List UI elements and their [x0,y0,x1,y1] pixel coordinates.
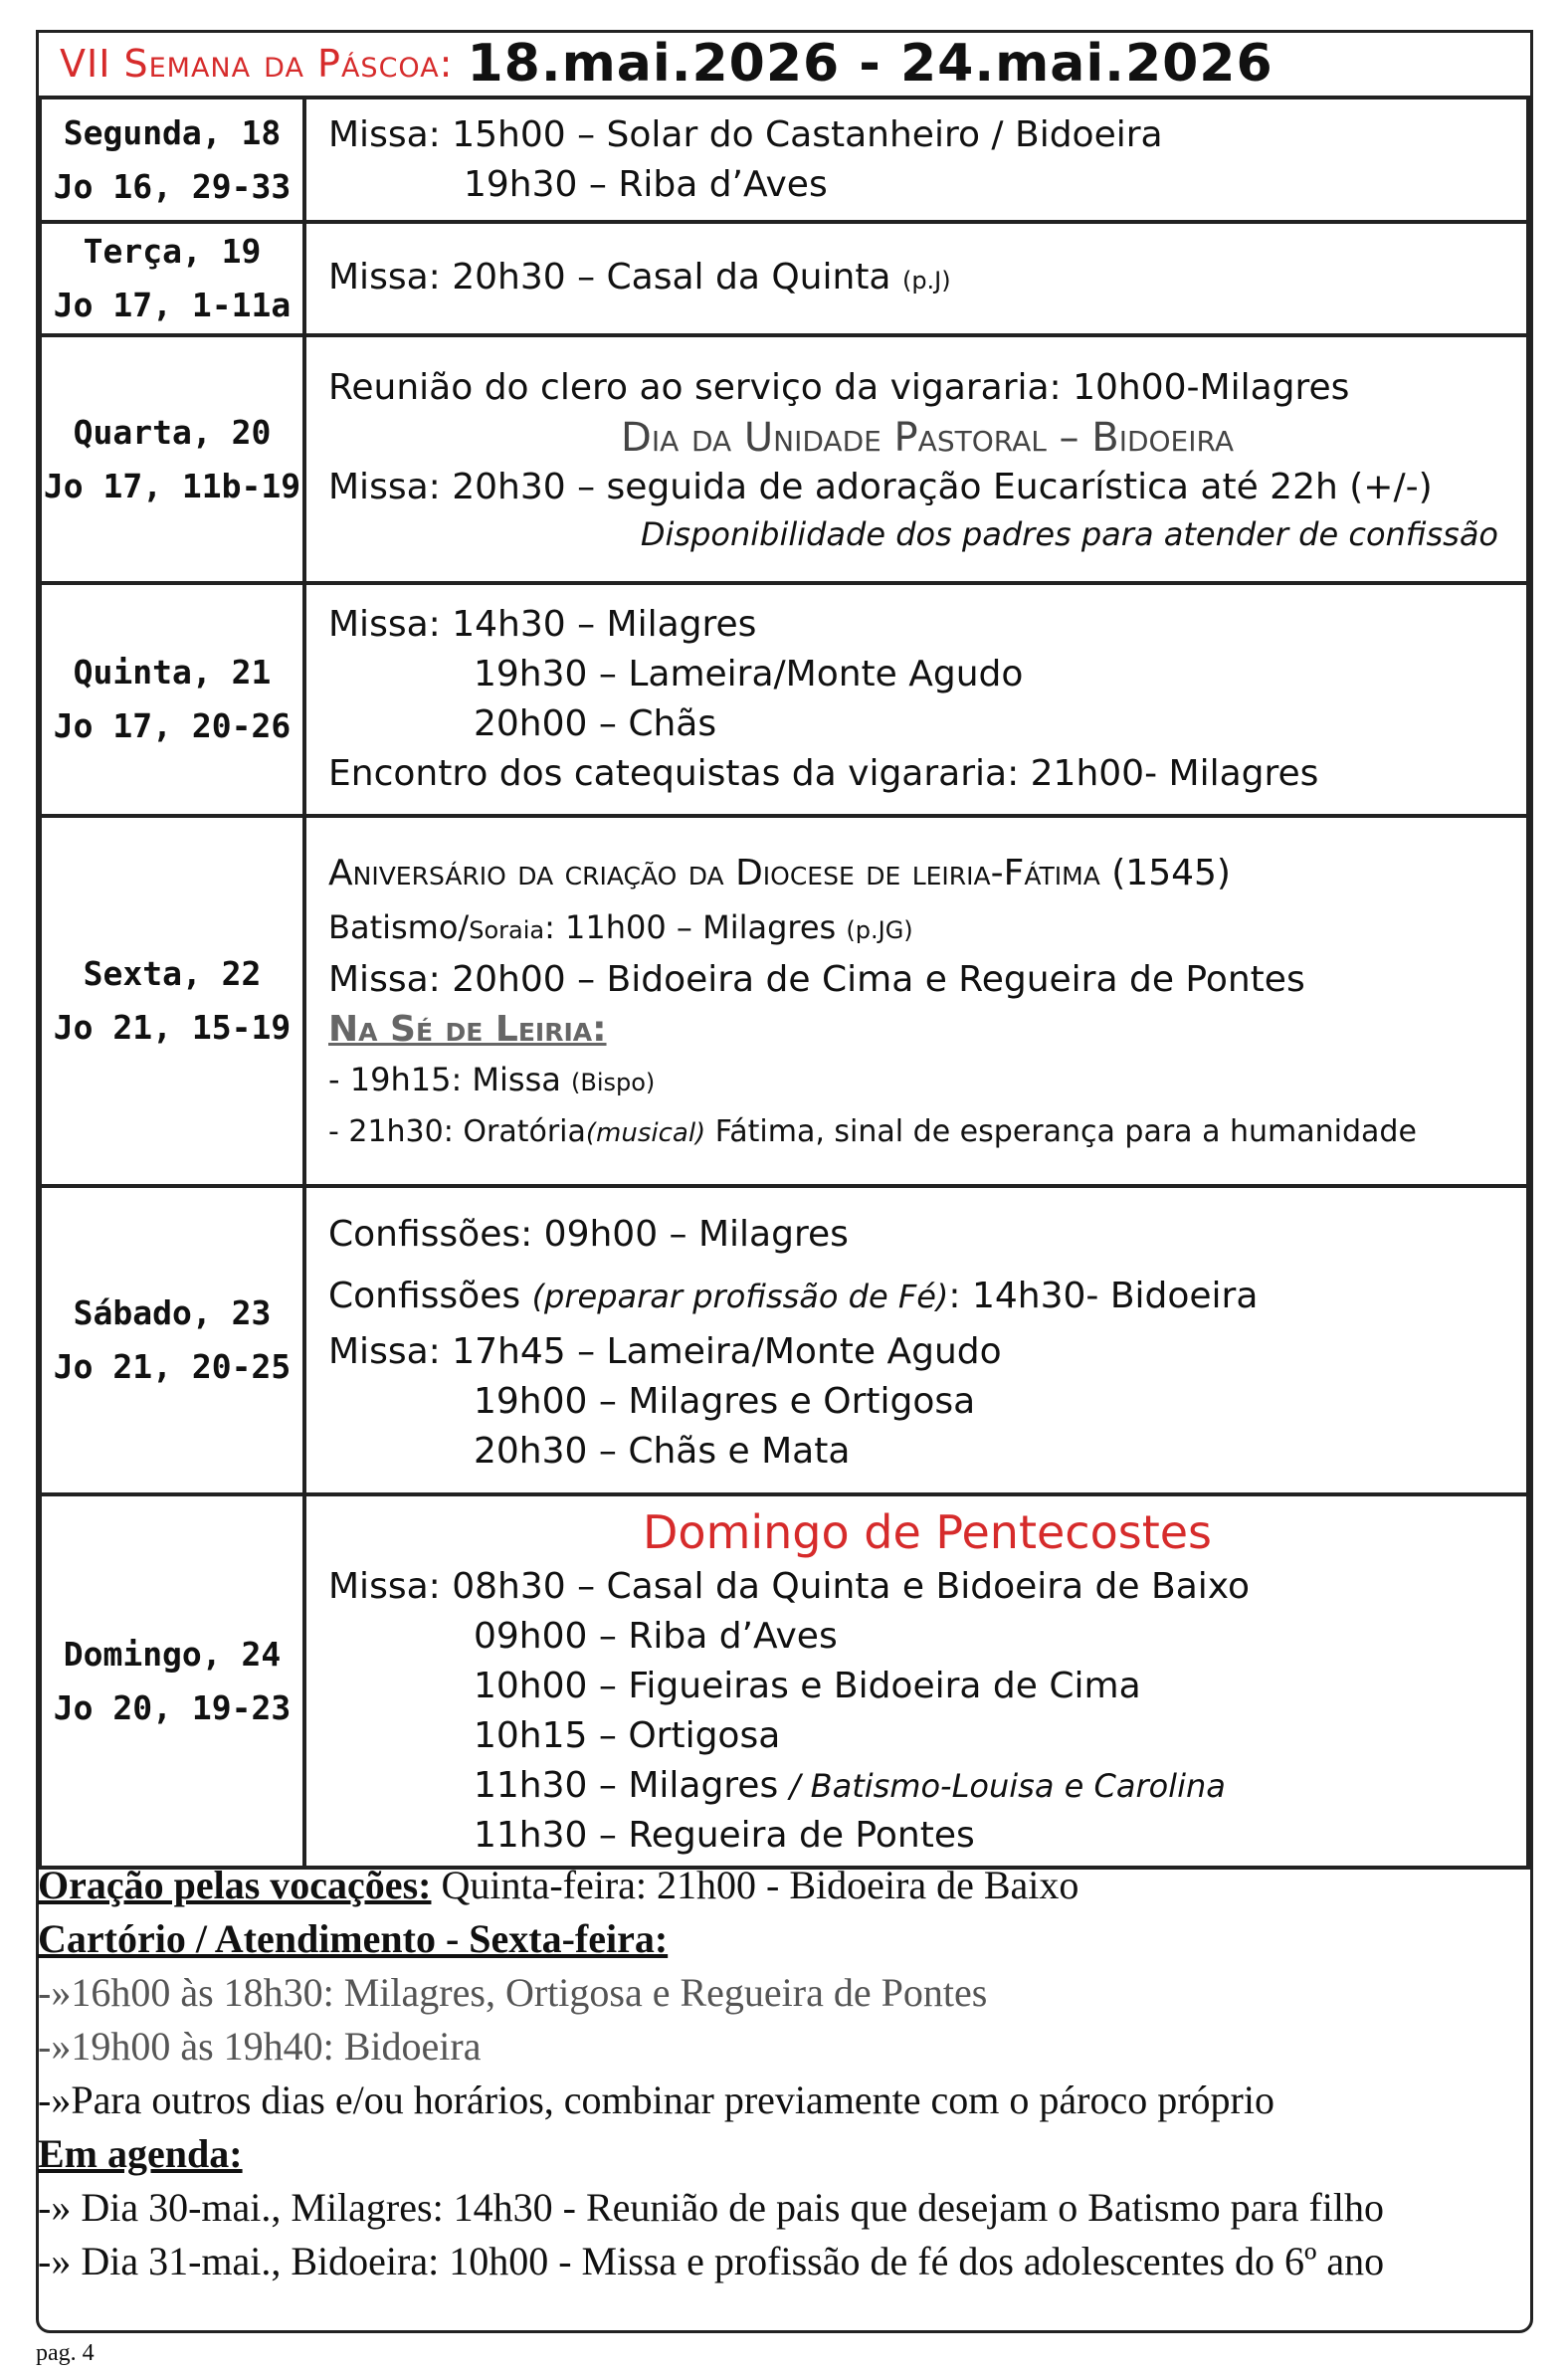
reading-label: Jo 17, 20-26 [53,706,292,745]
event-line: Missa: 20h00 – Bidoeira de Cima e Regueira de Pontes [328,958,1305,1000]
table-row [40,98,1528,222]
event-line: Missa: 15h00 – Solar do Castanheiro / Bidoeira [328,113,1163,155]
event-name: Soraia [469,915,545,944]
event-line: : 11h00 – Milagres [544,907,837,946]
event-line: - 21h30: Oratória [328,1113,586,1149]
season-title: VII Semana da Páscoa: [60,42,454,86]
sunday-title: Domingo de Pentecostes [643,1504,1212,1559]
event-line: 20h30 – Chãs e Mata [474,1431,851,1472]
event-line: Missa: 14h30 – Milagres [328,604,757,645]
reading-label: Jo 16, 29-33 [53,166,292,206]
day-cell [40,222,304,335]
day-cell [40,816,304,1186]
day-label: Sexta, 22 [83,954,262,993]
event-note: (preparar profissão de Fé) [531,1278,949,1315]
table-row [40,583,1528,816]
week-dates: 18.mai.2026 - 24.mai.2026 [467,34,1274,94]
event-line: 09h00 – Riba d’Aves [474,1615,838,1657]
office-line: -»16h00 às 18h30: Milagres, Ortigosa e Regueira de Pontes [38,1970,988,2015]
event-line: Reunião do clero ao serviço da vigararia: 10h00-Milagres [328,366,1350,408]
day-label: Terça, 19 [83,232,262,271]
event-line: Missa: 17h45 – Lameira/Monte Agudo [328,1331,1002,1372]
event-cell [304,583,1528,816]
table-row [40,1494,1528,1868]
week-header [38,32,1530,96]
event-line: 11h30 – Regueira de Pontes [474,1814,975,1856]
reading-label: Jo 21, 20-25 [53,1347,292,1386]
event-line: Missa: 08h30 – Casal da Quinta e Bidoeira de Baixo [328,1565,1250,1607]
event-line: Confissões: 09h00 – Milagres [328,1214,849,1255]
event-line: 11h30 – Milagres [474,1764,779,1806]
day-cell [40,1494,304,1868]
day-cell [40,335,304,583]
day-label: Quinta, 21 [73,653,272,692]
event-cell [304,1186,1528,1494]
agenda-line: -» Dia 30-mai., Milagres: 14h30 - Reunião de pais que desejam o Batismo para filho [38,2185,1385,2230]
footer-notes [38,1859,1530,2288]
anniversary-title: Aniversário da criação da Diocese de leiria-Fátima (1545) [328,852,1231,893]
event-note: Disponibilidade dos padres para atender de confissão [640,514,1498,553]
event-note: (Bispo) [571,1068,656,1096]
reading-label: Jo 21, 15-19 [53,1008,292,1047]
event-line: 10h15 – Ortigosa [474,1714,781,1756]
event-cell [304,1494,1528,1868]
unit-day-title: Dia da Unidade Pastoral – Bidoeira [621,414,1234,461]
event-line: 10h00 – Figueiras e Bidoeira de Cima [474,1665,1141,1706]
event-line: Missa: 20h30 – Casal da Quinta [328,256,891,297]
office-label: Cartório / Atendimento - Sexta-feira: [38,1916,669,1961]
event-cell [304,335,1528,583]
section-label: Na Sé de Leiria: [328,1008,607,1050]
office-line: -»Para outros dias e/ou horários, combinar previamente com o pároco próprio [38,2077,1274,2122]
vocations-text: Quinta-feira: 21h00 - Bidoeira de Baixo [431,1863,1079,1907]
event-line: Encontro dos catequistas da vigararia: 21h00- Milagres [328,753,1319,794]
reading-label: Jo 17, 11b-19 [43,466,301,505]
event-line: : 14h30- Bidoeira [948,1276,1259,1316]
event-line: 19h00 – Milagres e Ortigosa [474,1381,976,1422]
day-label: Domingo, 24 [63,1634,282,1674]
priest-note: (p.JG) [846,915,913,944]
table-row [40,816,1528,1186]
day-label: Segunda, 18 [63,112,282,152]
event-cell [304,222,1528,335]
day-cell [40,583,304,816]
office-line: -»19h00 às 19h40: Bidoeira [38,2024,482,2069]
table-row [40,1186,1528,1494]
reading-label: Jo 20, 19-23 [53,1687,292,1727]
event-note: / Batismo-Louisa e Carolina [789,1766,1226,1805]
agenda-line: -» Dia 31-mai., Bidoeira: 10h00 - Missa e profissão de fé dos adolescentes do 6º ano [38,2239,1385,2283]
vocations-label: Oração pelas vocações: [38,1863,432,1907]
event-note: (musical) [585,1117,706,1148]
event-cell [304,98,1528,222]
table-row [40,222,1528,335]
day-cell [40,98,304,222]
event-line: Missa: 20h30 – seguida de adoração Eucarística até 22h (+/-) [328,466,1433,507]
page-number: pag. 4 [36,2340,95,2366]
event-line: 19h30 – Lameira/Monte Agudo [474,654,1024,694]
event-line: 19h30 – Riba d’Aves [464,163,828,205]
reading-label: Jo 17, 1-11a [53,286,292,324]
table-row [40,335,1528,583]
event-line: Fátima, sinal de esperança para a humanidade [714,1113,1417,1149]
day-label: Quarta, 20 [73,412,272,452]
day-cell [40,1186,304,1494]
event-line: Batismo/ [328,907,470,946]
agenda-label: Em agenda: [38,2131,243,2176]
event-cell [304,816,1528,1186]
priest-note: (p.J) [901,266,951,295]
event-line: 20h00 – Chãs [474,703,717,744]
event-line: Confissões [328,1276,521,1316]
schedule-table [38,96,1530,1870]
event-line: - 19h15: Missa [328,1060,561,1098]
day-label: Sábado, 23 [73,1293,272,1332]
